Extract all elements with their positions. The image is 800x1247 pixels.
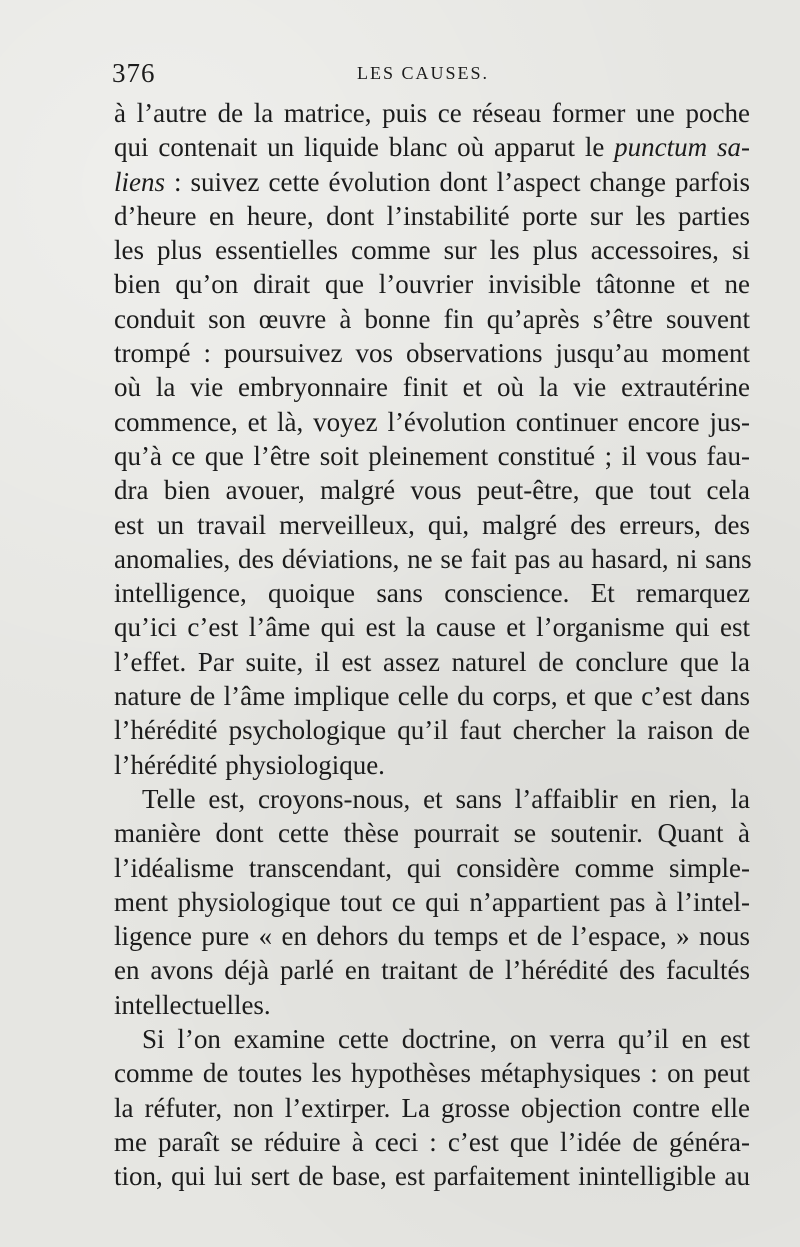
text-line-21: Telle est, croyons-nous, et sans l’affaiblir en rien, la xyxy=(142,783,750,814)
text-line-27: intellectuelles. xyxy=(114,989,271,1020)
text-line-11: qu’à ce que l’être soit pleinement constitué ; il vous fau- xyxy=(114,440,750,471)
text-line-2-roman: qui contenait un liquide blanc où apparut le xyxy=(114,132,605,163)
page-number: 376 xyxy=(112,58,156,88)
text-line-20: l’hérédité physiologique. xyxy=(114,749,385,780)
text-line-19: l’hérédité psychologique qu’il faut chercher la raison de xyxy=(114,715,750,746)
text-line-12: dra bien avouer, malgré vous peut-être, que tout cela xyxy=(114,475,750,506)
text-line-24: ment physiologique tout ce qui n’appartient pas à l’intel- xyxy=(114,886,750,917)
text-line-5: les plus essentielles comme sur les plus accessoires, si xyxy=(114,235,750,266)
text-line-31: me paraît se réduire à ceci : c’est que l’idée de généra- xyxy=(114,1126,750,1157)
text-line-23: l’idéalisme transcendant, qui considère comme simple- xyxy=(114,852,750,883)
text-line-26: en avons déjà parlé en traitant de l’hérédité des facultés xyxy=(114,955,750,986)
text-line-18: nature de l’âme implique celle du corps, et que c’est dans xyxy=(114,681,750,712)
running-head xyxy=(112,58,748,94)
text-line-17: l’effet. Par suite, il est assez naturel de conclure que la xyxy=(114,646,750,677)
body-text xyxy=(114,96,750,1194)
text-line-10: commence, et là, voyez l’évolution continuer encore jus- xyxy=(114,406,750,437)
text-line-22: manière dont cette thèse pourrait se soutenir. Quant à xyxy=(114,818,750,849)
text-line-14: anomalies, des déviations, ne se fait pas au hasard, ni sans xyxy=(114,543,752,574)
running-title: LES CAUSES. xyxy=(357,63,490,83)
text-line-30: la réfuter, non l’extirper. La grosse objection contre elle xyxy=(114,1092,750,1123)
text-line-4: d’heure en heure, dont l’instabilité porte sur les parties xyxy=(114,200,750,231)
text-line-3 xyxy=(114,165,750,199)
text-line-6: bien qu’on dirait que l’ouvrier invisible tâtonne et ne xyxy=(114,269,750,300)
text-line-28: Si l’on examine cette doctrine, on verra qu’il en est xyxy=(142,1024,750,1055)
italic-term: punctum sa- xyxy=(614,132,751,163)
text-line-32: tion, qui lui sert de base, est parfaitement inintelligible au xyxy=(114,1161,750,1192)
text-line-2 xyxy=(114,130,750,164)
text-line-7: conduit son œuvre à bonne fin qu’après s’être souvent xyxy=(114,303,750,334)
text-line-9: où la vie embryonnaire finit et où la vie extrautérine xyxy=(114,372,750,403)
text-line-8: trompé : poursuivez vos observations jusqu’au moment xyxy=(114,338,750,369)
text-line-3-roman: : suivez cette évolution dont l’aspect change parfois xyxy=(165,166,750,197)
text-line-13: est un travail merveilleux, qui, malgré des erreurs, des xyxy=(114,509,750,540)
text-line-16: qu’ici c’est l’âme qui est la cause et l’organisme qui est xyxy=(114,612,750,643)
text-line-15: intelligence, quoique sans conscience. Et remarquez xyxy=(114,578,750,609)
text-line-25: ligence pure « en dehors du temps et de l’espace, » nous xyxy=(114,921,750,952)
text-line-1: à l’autre de la matrice, puis ce réseau former une poche xyxy=(114,98,750,128)
italic-term-continued: liens xyxy=(114,166,165,197)
text-line-29: comme de toutes les hypothèses métaphysiques : on peut xyxy=(114,1058,750,1089)
